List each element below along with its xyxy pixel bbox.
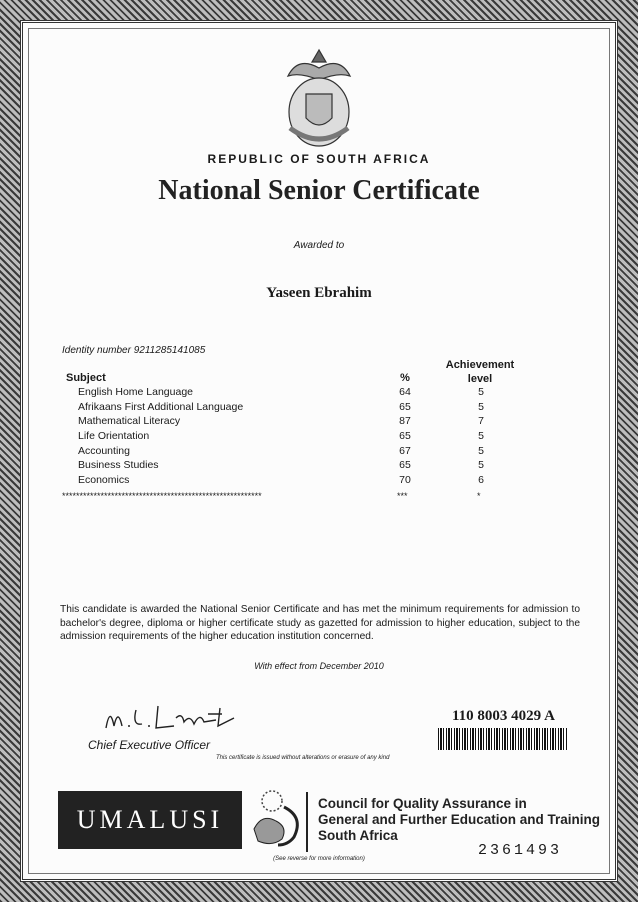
coat-of-arms-icon [278,46,360,150]
table-row: Mathematical Literacy 87 7 [78,415,484,428]
reverse-note: (See reverse for more information) [273,856,365,862]
subject-header: Subject [66,372,106,384]
signature-icon [104,700,264,736]
effective-date: With effect from December 2010 [254,661,384,671]
percent-header: % [400,372,410,384]
table-row: Accounting 67 5 [78,444,484,457]
identity-number: Identity number 9211285141085 [62,345,206,356]
awarded-to-label: Awarded to [293,240,345,251]
table-row: Life Orientation 65 5 [78,430,484,443]
serial-number: 2361493 [478,842,563,859]
divider [306,792,308,852]
table-row: Business Studies 65 5 [78,459,484,472]
council-name: Council for Quality Assurance in General and Further Education and Training South Africa [318,796,601,843]
barcode-icon [438,728,568,750]
recipient-name: Yaseen Ebrahim [266,285,372,301]
issued-note: This certificate is issued without alterations or erasure of any kind [216,755,390,761]
country-heading: REPUBLIC OF SOUTH AFRICA [207,152,431,166]
achievement-header: Achievement level [445,359,515,385]
signatory-title: Chief Executive Officer [88,738,211,752]
award-statement: This candidate is awarded the National Senior Certificate and has met the minimum requirements for admission to bachelor's degree, diploma or higher certificate study as gazetted for admission to higher education, subject to the admission requirements of the higher education institution concerned. [60,604,580,642]
certificate-title: National Senior Certificate [158,175,480,206]
umalusi-wordmark: UMALUSI [76,805,224,834]
stars-percent: *** [397,491,408,501]
stars-subject: ********************************************************* [62,491,262,501]
table-row: English Home Language 64 5 [78,386,484,398]
table-row: Afrikaans First Additional Language 65 5 [78,400,484,413]
results-table [0,386,638,489]
umalusi-emblem-icon [248,785,306,849]
umalusi-logo-box [58,791,242,849]
table-row: Economics 70 6 [78,474,484,487]
certificate-number: 110 8003 4029 A [452,708,555,724]
stars-level: * [477,491,481,501]
